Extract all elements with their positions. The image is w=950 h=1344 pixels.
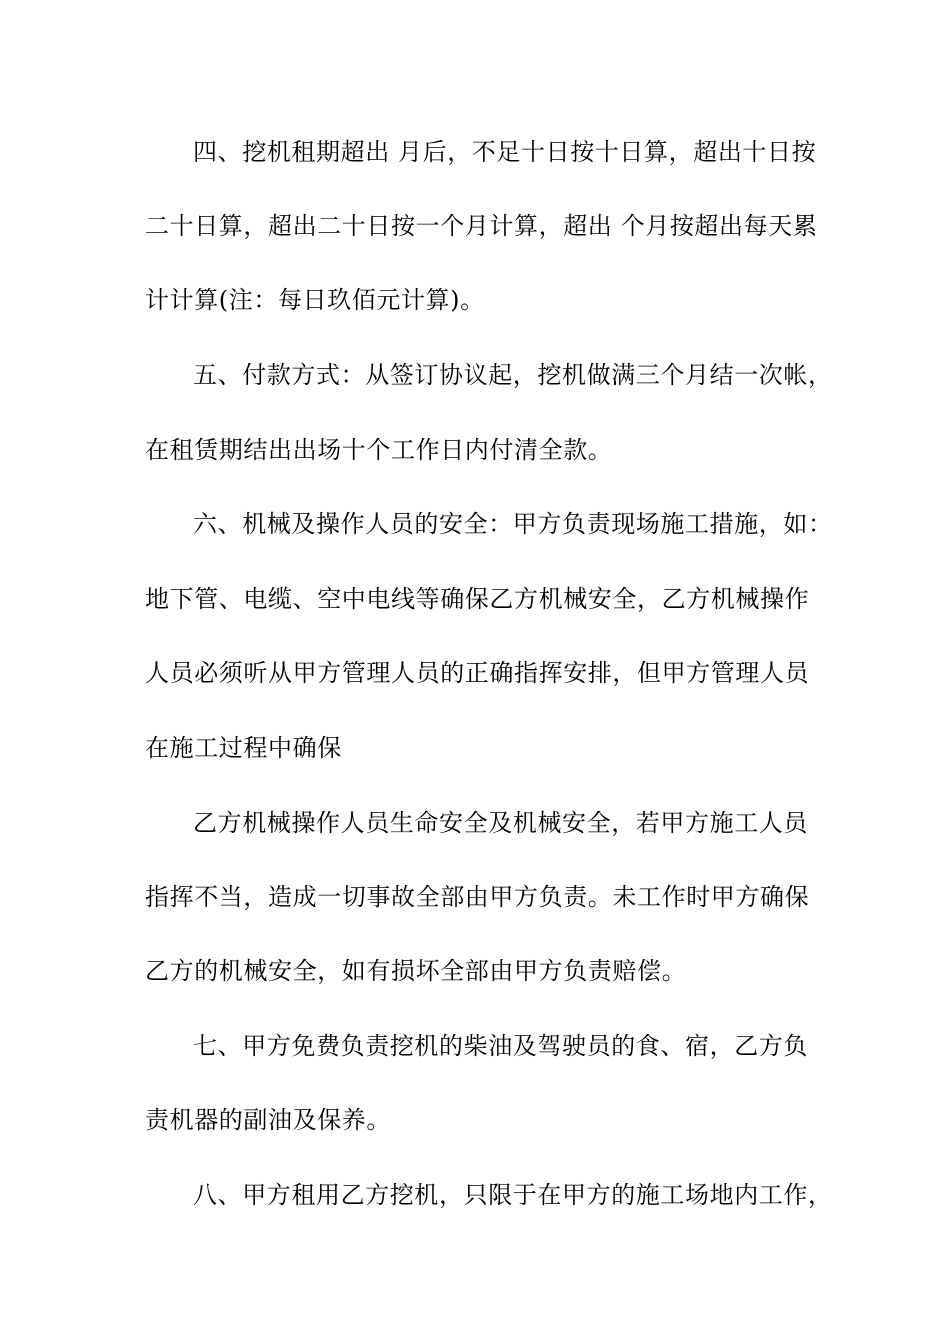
clause-6-cont-line-1: 乙方机械操作人员生命安全及机械安全，若甲方施工人员 [193, 809, 808, 837]
clause-4-line-2: 二十日算，超出二十日按一个月计算，超出 个月按超出每天累 [145, 212, 818, 240]
clause-6-line-4: 在施工过程中确保 [145, 734, 342, 762]
clause-6-cont-line-3: 乙方的机械安全，如有损坏全部由甲方负责赔偿。 [145, 957, 687, 985]
clause-4-line-1: 四、挖机租期超出 月后，不足十日按十日算，超出十日按 [193, 138, 817, 166]
clause-8-line-1: 八、甲方租用乙方挖机，只限于在甲方的施工场地内工作， [193, 1181, 833, 1209]
clause-4-line-3: 计计算(注：每日玖佰元计算)。 [145, 286, 485, 314]
clause-6-line-1: 六、机械及操作人员的安全：甲方负责现场施工措施，如： [193, 510, 833, 538]
clause-7-line-2: 责机器的副油及保养。 [145, 1106, 391, 1134]
clause-6-line-2: 地下管、电缆、空中电线等确保乙方机械安全，乙方机械操作 [145, 585, 810, 613]
clause-5-line-2: 在租赁期结出出场十个工作日内付清全款。 [145, 436, 613, 464]
clause-6-cont-line-2: 指挥不当，造成一切事故全部由甲方负责。未工作时甲方确保 [145, 883, 810, 911]
clause-6-line-3: 人员必须听从甲方管理人员的正确指挥安排，但甲方管理人员 [145, 659, 810, 687]
clause-7-line-1: 七、甲方免费负责挖机的柴油及驾驶员的食、宿，乙方负 [193, 1032, 808, 1060]
clause-5-line-1: 五、付款方式：从签订协议起，挖机做满三个月结一次帐， [193, 361, 833, 389]
